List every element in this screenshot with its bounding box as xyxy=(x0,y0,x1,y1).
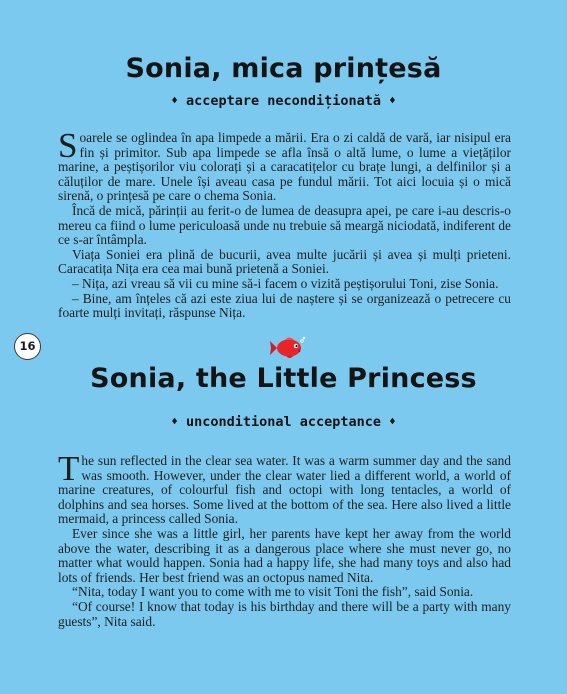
romanian-paragraph xyxy=(58,126,511,204)
romanian-paragraph: Viața Soniei era plină de bucurii, avea multe jucării și avea și mulți prieteni. Caracatița Nița era cea mai bună prietenă a Soniei. xyxy=(58,246,511,277)
english-dropcap: T xyxy=(58,449,80,488)
romanian-paragraph: Încă de mică, părinții au ferit-o de lumea de deasupra apei, pe care i-au descris-o mereu ca fiind o lume periculoasă unde nu trebuie să meargă niciodată, indiferent de ce s-ar întâmpla. xyxy=(58,202,511,248)
romanian-body xyxy=(58,126,511,321)
english-subtitle xyxy=(0,414,567,430)
english-paragraph-text: he sun reflected in the clear sea water. It was a warm summer day and the sand was smooth. However, under the clear water lied a different world, a world of marine creatures, of colourful fish and octopi with long tentacles, a world of dolphins and sea horses. Some lived at the bottom of the sea. Here also lived a little mermaid, a princess called Sonia. xyxy=(58,453,511,527)
english-paragraph: “Nita, today I want you to come with me to visit Toni the fish”, said Sonia. xyxy=(72,584,474,600)
english-paragraph: “Of course! I know that today is his birthday and there will be a party with many guests”, Nita said. xyxy=(58,598,511,629)
english-paragraph xyxy=(58,449,511,527)
english-subtitle-text: unconditional acceptance xyxy=(185,414,382,430)
romanian-paragraph-text: oarele se oglindea în apa limpede a mării. Era o zi caldă de vară, iar nisipul era fin și primitor. Sub apa limpede se afla însă o altă lume, o lume a viețăților marine, a peștișorilor viu colorați și a caracatițelor cu brațe lungi, a delfinilor și a căluților de mare. Unele își aveau casa pe fundul mării. Tot aici locuia și o mică sirenă, o prințesă pe care o chema Sonia. xyxy=(58,130,511,204)
romanian-paragraph: – Nița, azi vreau să vii cu mine să-i facem o vizită peștișorului Toni, zise Sonia. xyxy=(72,275,499,291)
romanian-subtitle xyxy=(0,93,567,109)
english-paragraph: Ever since she was a little girl, her parents have kept her away from the world above the water, describing it as a dangerous place where she must never go, no matter what would happen. Sonia had a happy life, she had many toys and also had lots of friends. Her best friend was an octopus named Nita. xyxy=(58,525,511,585)
diamond-icon: ♦ xyxy=(171,415,178,428)
diamond-icon: ♦ xyxy=(171,94,178,107)
red-fish-icon xyxy=(268,335,306,361)
english-body xyxy=(58,449,511,629)
romanian-dropcap: S xyxy=(58,126,78,165)
diamond-icon: ♦ xyxy=(389,94,396,107)
diamond-icon: ♦ xyxy=(389,415,396,428)
romanian-subtitle-text: acceptare necondiționată xyxy=(185,93,382,109)
romanian-paragraph: – Bine, am înțeles că azi este ziua lui de naștere și se organizează o petrecere cu foarte mulți invitați, răspunse Nița. xyxy=(58,290,511,321)
english-title: Sonia, the Little Princess xyxy=(90,363,477,394)
romanian-title: Sonia, mica prințesă xyxy=(125,53,442,84)
page-number-badge: 16 xyxy=(14,333,41,360)
